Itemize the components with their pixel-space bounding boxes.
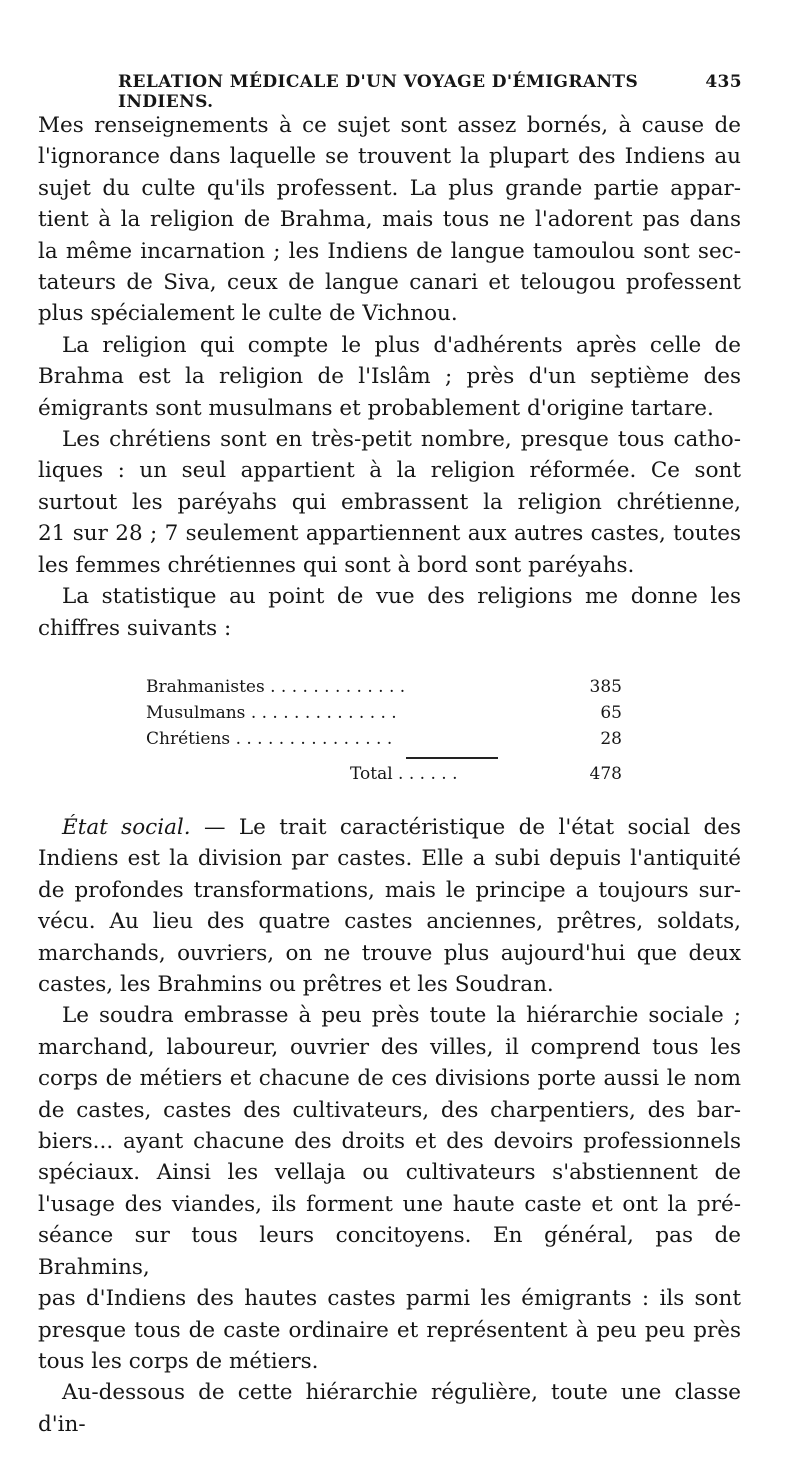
text-line: chiffres suivants : (38, 615, 232, 641)
text-line: marchand, laboureur, ouvrier des villes, il comprend tous les (38, 1034, 741, 1060)
text-line: État social. — Le trait caractéristique de l'état social des (62, 815, 741, 840)
table-row (146, 674, 622, 700)
text-line: liques : un seul appartient à la religion réformée. Ce sont (38, 458, 741, 484)
running-title: RELATION MÉDICALE D'UN VOYAGE D'ÉMIGRANTS INDIENS. (118, 72, 639, 112)
body-text-lower (38, 812, 741, 1440)
text-line: vécu. Au lieu des quatre castes anciennes, prêtres, soldats, (38, 909, 741, 935)
row-label: Brahmanistes (146, 677, 265, 697)
total-rule (406, 757, 498, 759)
section-heading: État social. (62, 815, 191, 840)
body-text-upper (38, 110, 741, 644)
text-line: émigrants sont musulmans et probablement d'origine tartare. (38, 395, 714, 421)
text-line: plus spécialement le culte de Vichnou. (38, 301, 458, 327)
text-line: surtout les paréyahs qui embrassent la religion chrétienne, (38, 489, 741, 515)
text-line: biers... ayant chacune des droits et des devoirs professionnels (38, 1129, 741, 1155)
text-line: presque tous de caste ordinaire et représentent à peu peu près (38, 1317, 741, 1343)
table-row (146, 726, 622, 752)
text-line: l'ignorance dans laquelle se trouvent la plupart des Indiens au (38, 144, 741, 170)
text-line: Au-dessous de cette hiérarchie régulière, toute une classe d'in- (38, 1380, 741, 1437)
row-leader-dots: . . . . . . . . . . . . . . . (235, 729, 393, 749)
text-line: 21 sur 28 ; 7 seulement appartiennent aux autres castes, toutes (38, 521, 741, 547)
row-value: 65 (600, 703, 622, 723)
row-label: Musulmans (146, 703, 246, 723)
text-line: tient à la religion de Brahma, mais tous ne l'adorent pas dans (38, 207, 741, 233)
page-number: 435 (705, 72, 742, 92)
text-line: l'usage des viandes, ils forment une haute caste et ont la pré- (38, 1191, 741, 1217)
row-leader-dots: . . . . . . . . . . . . . . (250, 703, 397, 723)
text-line: de castes, castes des cultivateurs, des charpentiers, des bar- (38, 1097, 741, 1123)
text-line: spéciaux. Ainsi les vellaja ou cultivateurs s'abstiennent de (38, 1160, 741, 1186)
row-leader-dots: . . . . . . . . . . . . . (270, 677, 406, 697)
text-line: tateurs de Siva, ceux de langue canari et telougou professent (38, 270, 741, 296)
text-line: Le soudra embrasse à peu près toute la hiérarchie sociale ; (62, 1003, 741, 1029)
religion-statistics-table (146, 674, 622, 752)
running-header (118, 72, 742, 112)
text-line: séance sur tous leurs concitoyens. En général, pas de Brahmins, (38, 1223, 741, 1280)
text-line: La religion qui compte le plus d'adhérents après celle de (62, 332, 741, 358)
text-line: la même incarnation ; les Indiens de langue tamoulou sont sec- (38, 238, 741, 264)
text-line: de profondes transformations, mais le principe a toujours sur- (38, 877, 741, 903)
row-value: 385 (589, 677, 622, 697)
text-line: Les chrétiens sont en très-petit nombre, presque tous catho- (62, 427, 741, 453)
table-row (146, 700, 622, 726)
total-value: 478 (589, 764, 622, 784)
text-line: castes, les Brahmins ou prêtres et les Soudran. (38, 972, 554, 998)
text-line: corps de métiers et chacune de ces divisions porte aussi le nom (38, 1066, 741, 1092)
text-line: Indiens est la division par castes. Elle a subi depuis l'antiquité (38, 846, 741, 872)
table-total-row (350, 764, 622, 784)
total-label: Total . . . . . . (350, 764, 458, 784)
text-line: pas d'Indiens des hautes castes parmi les émigrants : ils sont (38, 1286, 741, 1312)
text-line: les femmes chrétiennes qui sont à bord sont paréyahs. (38, 552, 635, 578)
row-label: Chrétiens (146, 729, 231, 749)
text-line: Brahma est la religion de l'Islâm ; près d'un septième des (38, 364, 741, 390)
text-line: sujet du culte qu'ils professent. La plus grande partie appar- (38, 175, 741, 201)
text-line: Mes renseignements à ce sujet sont assez bornés, à cause de (38, 113, 741, 138)
text-line: marchands, ouvriers, on ne trouve plus aujourd'hui que deux (38, 940, 741, 966)
text-line: tous les corps de métiers. (38, 1348, 319, 1374)
row-value: 28 (600, 729, 622, 749)
text-line: La statistique au point de vue des religions me donne les (62, 584, 741, 610)
